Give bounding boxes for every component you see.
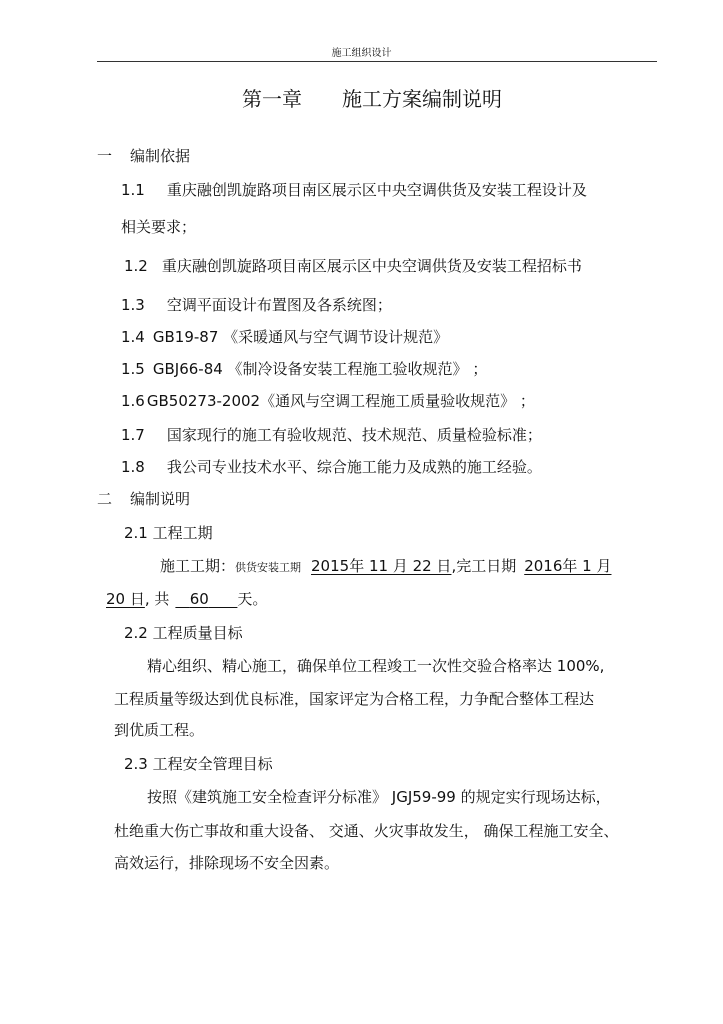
paragraph-line: 工程质量等级达到优良标准，国家评定为合格工程，力争配合整体工程达 (114, 690, 595, 708)
list-item: 1.1 重庆融创凯旋路项目南区展示区中央空调供货及安装工程设计及 (121, 181, 587, 199)
section-1-title: 编制依据 (130, 147, 191, 165)
end-date-day: 20 日 (106, 590, 145, 608)
section-1-heading (97, 145, 190, 166)
subsection-2-3-heading: 2.3 工程安全管理目标 (124, 755, 273, 773)
section-2-title: 编制说明 (130, 490, 191, 508)
list-item: 1.5 GBJ66-84 《制冷设备安装工程施工验收规范》 ； (121, 360, 488, 378)
section-2-num: 二 (97, 490, 113, 508)
chapter-title (242, 83, 502, 112)
list-item: 1.8 我公司专业技术水平、综合施工能力及成熟的施工经验。 (121, 458, 542, 476)
chapter-name: 施工方案编制说明 (342, 87, 502, 111)
list-item: 1.7 国家现行的施工有验收规范、技术规范、质量检验标准； (121, 426, 542, 444)
total-days: 60 (189, 590, 209, 608)
paragraph-line: 精心组织、精心施工，确保单位工程竣工一次性交验合格率达 100%, (147, 657, 605, 675)
list-item: 1.2 重庆融创凯旋路项目南区展示区中央空调供货及安装工程招标书 (124, 257, 582, 275)
paragraph-line: 到优质工程。 (114, 721, 205, 739)
page-header: 施工组织设计 (331, 48, 392, 59)
subsection-2-1-heading: 2.1 工程工期 (124, 524, 213, 542)
end-date: 2016年 1 月 (524, 557, 612, 575)
schedule-line-2: 20 日, 共 60 天。 (106, 590, 268, 608)
subsection-2-2-heading: 2.2 工程质量目标 (124, 624, 243, 642)
section-1-num: 一 (97, 147, 113, 165)
start-date: 2015年 11 月 22 日 (311, 557, 452, 575)
chapter-number: 第一章 (242, 87, 302, 111)
paragraph-line: 高效运行，排除现场不安全因素。 (114, 854, 340, 872)
list-item: 1.6 GB50273-2002《通风与空调工程施工质量验收规范》 ； (121, 392, 535, 410)
schedule-line: 施工工期：供货安装工期 2015年 11 月 22 日,完工日期 2016年 1 月 (160, 557, 612, 575)
section-2-heading (97, 488, 190, 509)
list-item: 1.3 空调平面设计布置图及各系统图； (121, 296, 392, 314)
header-rule (97, 61, 657, 62)
paragraph-line: 按照《建筑施工安全检查评分标准》 JGJ59-99 的规定实行现场达标， (147, 788, 611, 806)
paragraph-line: 杜绝重大伤亡事故和重大设备、 交通、火灾事故发生， 确保工程施工安全、 (114, 822, 619, 840)
list-item-continuation: 相关要求； (121, 218, 197, 236)
list-item: 1.4 GB19-87 《采暖通风与空气调节设计规范》 (121, 328, 449, 346)
